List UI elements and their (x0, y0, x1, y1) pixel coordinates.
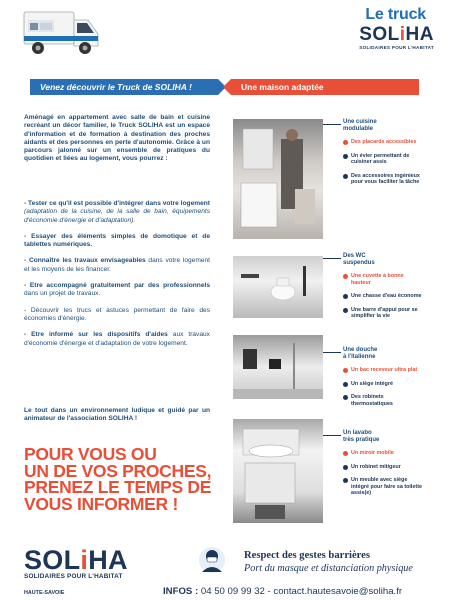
feature-heading (343, 430, 423, 444)
wc-photo (233, 256, 323, 318)
benefit-text: aux travaux d'économie d'énergie et d'adaptation de votre logement. (24, 331, 210, 347)
banner-adapted-house: Une maison adaptée (231, 79, 419, 95)
connector-line (323, 124, 341, 125)
benefit-bold: - Tester ce qu'il est possible d'intégrer dans votre logement (24, 200, 210, 207)
benefit-bold: - Etre informé sur les dispositifs d'aides (24, 331, 168, 339)
benefits-list (24, 200, 210, 356)
bullet-dot-icon (343, 308, 348, 313)
feature-text: Une barre d'appui pour se simplifier la vie (351, 306, 418, 320)
bullet-dot-icon (343, 382, 348, 387)
feature-item (343, 477, 423, 497)
feature-heading-line: très pratique (343, 437, 380, 443)
shower-photo (233, 335, 323, 399)
feature-text: Des accessoires ingénieux pour vous faciliter la tâche (351, 172, 420, 186)
feature-heading-line: Une douche (343, 347, 378, 353)
feature-item (343, 367, 423, 374)
contact-info (163, 586, 402, 597)
feature-text: Des placards accessibles (351, 139, 417, 145)
feature-item (343, 464, 423, 471)
feature-heading-line: Un lavabo (343, 430, 372, 436)
feature-item (343, 139, 423, 146)
feature-heading-line: Une cuisine (343, 119, 377, 125)
bullet-dot-icon (343, 465, 348, 470)
feature-heading-line: modulable (343, 126, 374, 132)
feature-heading-line: Des WC (343, 253, 366, 259)
sink-features (343, 430, 423, 504)
benefit-text: dans un projet de travaux. (24, 290, 101, 298)
barrier-gestures-title: Respect des gestes barrières (244, 550, 371, 561)
kitchen-features (343, 119, 423, 193)
benefit-bold: - Etre accompagné gratuitement par des professionnels (24, 282, 210, 290)
intro-paragraph: Aménagé en appartement avec salle de bain et cuisine recréant un décor familier, le Truck SOLIHA est un espace d'information et de formation à destination des proches aidants et des personnes en perte d'autonomie. Grâce à un parcours jalonné sur un ensemble de pratiques du quotidien et liées au logement, vous pourrez : (24, 114, 210, 163)
bullet-dot-icon (343, 451, 348, 456)
bullet-dot-icon (343, 294, 348, 299)
infos-label: INFOS : (163, 586, 199, 597)
feature-item (343, 153, 423, 166)
benefit-item (24, 331, 210, 348)
header-logo-subtitle: SOLIDAIRES POUR L'HABITAT (359, 45, 434, 50)
feature-text: Un bac receveur ultra plat (351, 367, 418, 373)
feature-heading-line: à l'italienne (343, 354, 376, 360)
feature-item (343, 173, 423, 186)
cta-line: PRENEZ LE TEMPS DE (24, 477, 212, 497)
shower-features (343, 347, 423, 414)
barrier-gestures-subtitle: Port du masque et distanciation physique (244, 563, 413, 574)
feature-text: Un meuble avec siège intégré pour faire sa toilette assis(e) (351, 477, 422, 497)
feature-heading (343, 253, 423, 267)
banner-discover: Venez découvrir le Truck de SOLIHA ! (30, 79, 218, 95)
feature-text: Un miroir mobile (351, 450, 394, 456)
bullet-dot-icon (343, 274, 348, 279)
feature-text: Une chasse d'eau économe (351, 293, 422, 300)
feature-heading (343, 119, 423, 133)
feature-text: Une cuvette à bonne hauteur (351, 273, 404, 286)
bullet-dot-icon (343, 478, 348, 483)
feature-item (343, 273, 423, 286)
truck-image (22, 6, 102, 58)
benefit-bold: - Connaître les travaux envisageables (24, 257, 146, 265)
feature-item (343, 293, 423, 300)
feature-text: Un évier permettant de cuisiner assis (351, 152, 410, 166)
feature-item (343, 394, 423, 407)
benefit-item (24, 233, 210, 250)
feature-text: Un siège intégré (351, 380, 393, 387)
benefit-item (24, 282, 210, 299)
feature-item (343, 307, 423, 320)
bullet-dot-icon (343, 174, 348, 179)
footer-region: HAUTE-SAVOIE (24, 590, 65, 596)
benefit-item (24, 307, 210, 324)
benefit-italic: (adaptation de la cuisine, de la salle de bain, équipements d'économie d'énergie et d'adaptation). (24, 208, 210, 224)
bullet-dot-icon (343, 395, 348, 400)
sink-photo (233, 419, 323, 523)
bullet-dot-icon (343, 140, 348, 145)
closing-paragraph: Le tout dans un environnement ludique et guidé par un animateur de l'association SOLIHA ! (24, 407, 210, 423)
benefit-item (24, 257, 210, 274)
feature-item (343, 450, 423, 457)
bullet-dot-icon (343, 368, 348, 373)
feature-heading (343, 347, 423, 361)
footer-logo-subtitle: SOLIDAIRES POUR L'HABITAT (24, 573, 123, 580)
cta-line: UN DE VOS PROCHES, (24, 460, 212, 481)
benefit-text: - Découvrir les trucs et astuces permettant de faire des économies d'énergie. (24, 306, 210, 322)
connector-line (323, 435, 341, 436)
soliha-header-logo: SOLiHA (359, 24, 434, 45)
benefit-text: dans votre logement et les moyens de les financer. (24, 257, 210, 273)
soliha-footer-logo: SOLiHA (24, 545, 128, 575)
benefit-bold: - Essayer des éléments simples de domotique et de tablettes numériques. (24, 232, 210, 249)
benefit-item (24, 200, 210, 225)
feature-item (343, 381, 423, 388)
cta-line: POUR VOUS OU (24, 444, 157, 464)
truck-title: Le truck (365, 6, 426, 23)
infos-text: 04 50 09 99 32 - contact.hautesavoie@soliha.fr (198, 586, 403, 597)
wc-features (343, 253, 423, 327)
connector-line (323, 258, 341, 259)
mask-person-icon (198, 546, 226, 574)
cta-line: VOUS INFORMER ! (24, 493, 178, 514)
bullet-dot-icon (343, 154, 348, 159)
feature-text: Des robinets thermostatiques (351, 394, 393, 407)
feature-text: Un robinet mitigeur (351, 463, 401, 470)
feature-heading-line: suspendus (343, 260, 375, 266)
connector-line (323, 352, 341, 353)
kitchen-photo (233, 119, 323, 239)
call-to-action (24, 446, 220, 512)
